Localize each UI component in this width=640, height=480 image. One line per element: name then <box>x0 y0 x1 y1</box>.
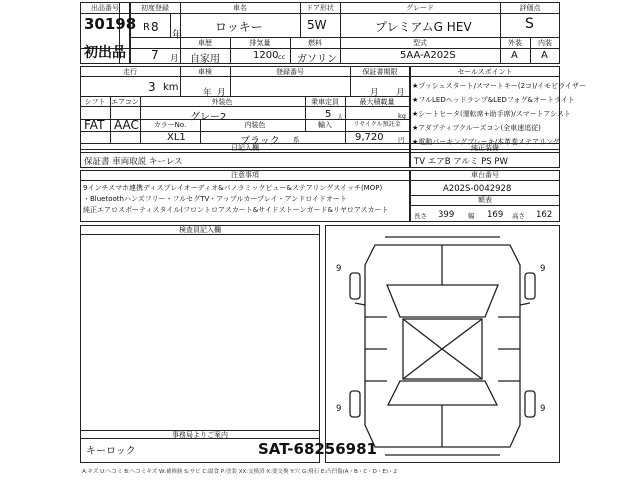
footer-legend: A:キズ U:ヘコミ B:ヘコミキズ W:補修跡 S:サビ C:腐食 P:塗装 XX:交換済 X:要交換 Y:穴 G:飛石 E:凸凹傷(A・B・C・D・E)・2 <box>82 469 398 475</box>
sales-point-item: ★シートヒータ(運転席+助手席)/スマートアシスト <box>412 110 571 118</box>
notes-list <box>83 183 408 216</box>
length-value: 399 <box>438 210 455 220</box>
shipment-label: 日記入欄 <box>231 144 259 152</box>
auction-stamp: SAT-68256981 <box>258 440 377 458</box>
sales-point-item: ★電動パーキングブレーキ/本革巻ステアリング <box>412 138 560 146</box>
displacement-value: 1200 <box>253 50 279 61</box>
interior-score-value: A <box>541 50 548 61</box>
aircon-value: AAC <box>114 118 139 132</box>
sales-point-item: ★アダプティブクルーズコン(全車速追従) <box>412 124 541 132</box>
deadline-day-unit: 月 <box>396 88 405 98</box>
load-capacity-label: 最大積載量 <box>359 98 395 106</box>
diagram-mark: 9 <box>540 404 546 414</box>
yen-unit: 円 <box>398 136 405 144</box>
ext-color-value: グレー2 <box>190 112 227 123</box>
height-value: 162 <box>536 210 553 220</box>
dealer-note: キーロック <box>86 446 136 457</box>
doors-label: ドア形状 <box>306 4 334 12</box>
score-label: 評価点 <box>519 4 541 12</box>
displacement-label: 排気量 <box>249 39 271 47</box>
model-code-label: 型式 <box>413 39 427 47</box>
first-reg-label: 初度登録 <box>141 4 169 12</box>
model-name: ロッキー <box>215 20 263 34</box>
grade-label: グレード <box>406 4 434 12</box>
recycle-fee-label: リサイクル預託金 <box>353 121 401 128</box>
month-unit: 月 <box>170 54 179 64</box>
exterior-score-value: A <box>511 50 518 61</box>
note-line: ・Bluetoothハンズフリー・フルセグTV・アップルカープレイ・アンドロイドオート <box>83 195 347 203</box>
deadline-month-unit: 月 <box>370 88 379 98</box>
era-year: 8 <box>151 20 159 34</box>
recycle-fee-value: 9,720 <box>355 132 384 143</box>
inspection-label: 車検 <box>198 68 212 76</box>
model-code-value: 5AA-A202S <box>400 50 456 61</box>
exterior-label: 外装 <box>508 39 522 47</box>
int-color-suffix: 系 <box>293 136 300 144</box>
model-name-label: 車名 <box>233 4 247 12</box>
score-value: S <box>525 16 534 32</box>
note-line: 9インチスマホ連携ディスプレイオーディオ&パノラミックビュー&ステアリングスイッチ(MOP) <box>83 184 383 192</box>
chassis-number: A202S-0042928 <box>443 184 512 194</box>
diagram-mark: 9 <box>336 264 342 274</box>
interior-label: 内装 <box>538 39 552 47</box>
inspector-notes-label: 検査員記入欄 <box>179 226 221 234</box>
person-unit: 人 <box>337 113 344 121</box>
km-unit: km <box>163 82 179 93</box>
lot-number: 30198 <box>84 15 137 33</box>
sales-points-list <box>412 79 586 149</box>
equipment-value: TV エアB アルミ PS PW <box>414 157 508 167</box>
diagram-mark: 9 <box>540 264 546 274</box>
registration-label: 車歴 <box>198 39 212 47</box>
int-color-label: 内装色 <box>244 121 266 129</box>
dimensions-label: 額表 <box>478 196 492 204</box>
color-no-value: XL1 <box>167 132 186 143</box>
width-label: 幅 <box>468 212 475 220</box>
aircon-label: エアコン <box>111 98 139 106</box>
fuel-value: ガソリン <box>297 54 337 65</box>
width-value: 169 <box>487 210 504 220</box>
inspection-month-unit: 月 <box>217 88 226 98</box>
registration-value: 自家用 <box>190 54 220 65</box>
length-label: 長さ <box>414 212 427 220</box>
registration-no-label: 登録番号 <box>276 68 304 76</box>
year-unit: 年 <box>172 30 182 41</box>
height-label: 高さ <box>512 212 525 220</box>
sales-points-label: セールスポイント <box>457 68 513 76</box>
shift-value: FAT <box>84 118 105 132</box>
equipment-label: 純正装備 <box>471 144 499 152</box>
shipment-note: 保証書 車両取説 キーレス <box>84 157 183 167</box>
grade-value: プレミアムG HEV <box>375 20 472 34</box>
note-line: 純正エアロスポーティスタイル(フロントロアスカート&サイドストーンガード&リヤロアスカート <box>83 206 389 214</box>
kg-unit: kg <box>398 112 406 120</box>
color-no-label: カラーNo. <box>153 121 187 129</box>
first-listing-badge: 初出品 <box>84 45 126 61</box>
doors-value: 5W <box>307 18 327 32</box>
mileage-value: 3 <box>148 80 156 94</box>
fuel-label: 燃料 <box>308 39 322 47</box>
capacity-label: 乗車定員 <box>311 98 339 106</box>
mileage-label: 走行 <box>123 68 137 76</box>
capacity-value: 5 <box>325 109 332 120</box>
recycle-deadline-label: 保証書期限 <box>362 68 398 76</box>
shift-label: シフト <box>84 98 106 106</box>
cc-unit: cc <box>278 53 286 61</box>
sales-point-item: ★フルLEDヘッドランプ&LEDフォグ&オートライト <box>412 96 575 104</box>
month-value: 7 <box>151 48 159 62</box>
ext-color-label: 外装色 <box>211 98 233 106</box>
chassis-label: 車台番号 <box>471 171 499 179</box>
diagram-mark: 9 <box>336 404 342 414</box>
lot-no-label: 出品番号 <box>91 4 119 12</box>
notes-label: 注意事項 <box>231 171 259 179</box>
car-diagram <box>325 225 560 463</box>
inspector-notes-block <box>80 225 320 463</box>
inspection-year-unit: 年 <box>203 88 212 98</box>
int-color-value: ブラック <box>240 136 280 147</box>
sales-point-item: ★プッシュスタート/スマートキー(2コ)/イモビライザー <box>412 82 586 90</box>
import-label: 輸入 <box>318 121 332 129</box>
dealer-notes-label: 事務局よりご案内 <box>172 431 228 439</box>
era-letter: R <box>143 22 150 33</box>
